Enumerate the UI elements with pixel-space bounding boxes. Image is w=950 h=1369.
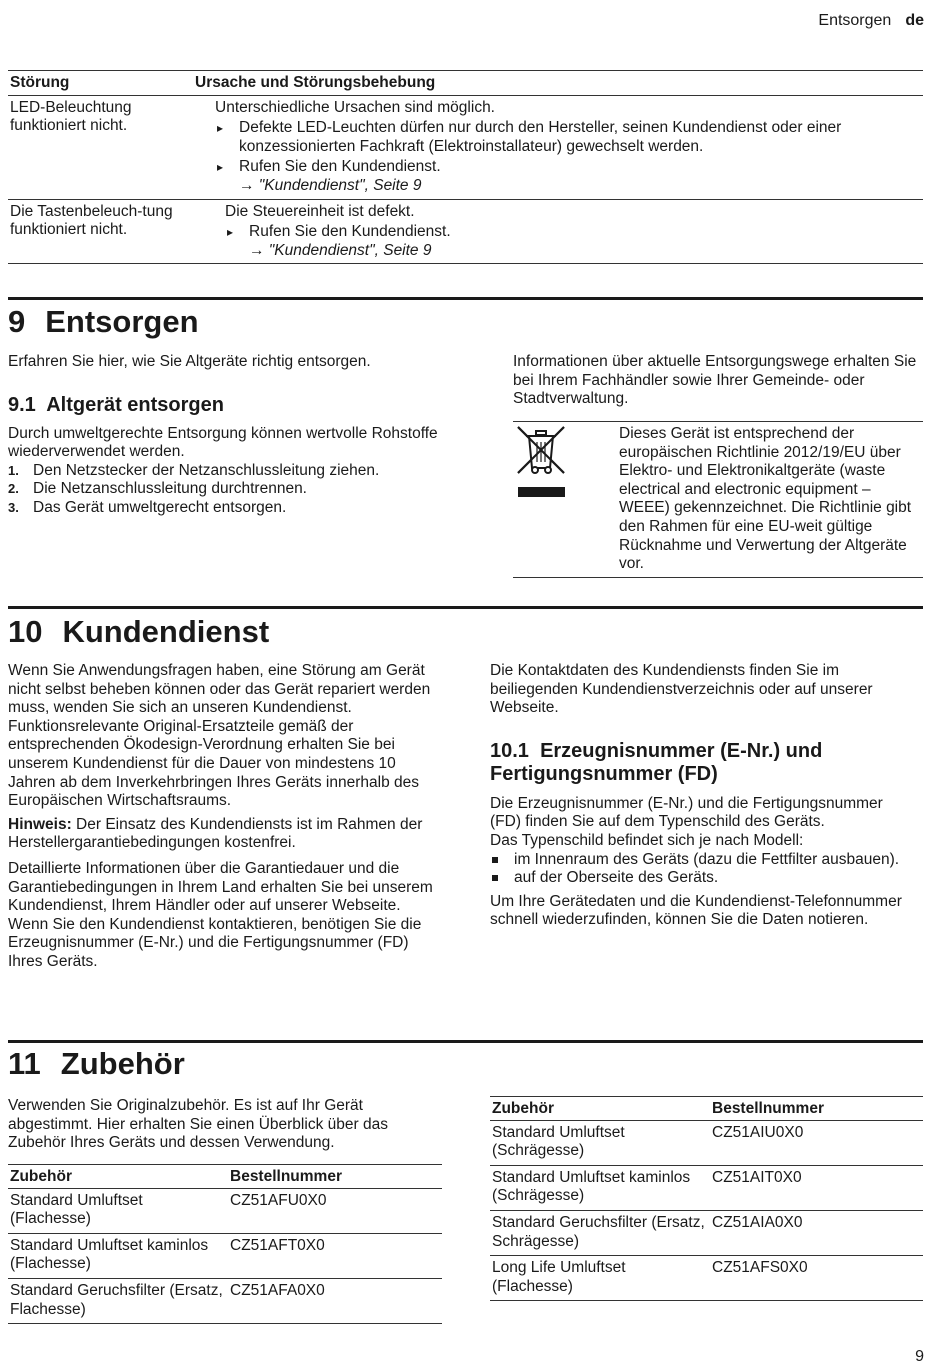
step-text: Die Netzanschlussleitung durchtrennen. (33, 480, 307, 498)
fault-cell: LED-Beleuchtung funktioniert nicht. (10, 98, 132, 135)
accessories-intro: Verwenden Sie Originalzubehör. Es ist auf Ihr Gerät abgestimmt. Hier erhalten Sie einen Überblick über das Zubehör Ihres Geräts und dessen Verwendung. (8, 1097, 388, 1152)
col-header-accessory: Zubehör (490, 1097, 710, 1121)
section-title: Zubehör (60, 1046, 185, 1081)
table-row (490, 1210, 923, 1255)
subsection-10-1-heading (490, 740, 918, 786)
section-rule (8, 297, 923, 300)
accessory-name: Standard Geruchsfilter (Ersatz, Schrägesse) (490, 1210, 710, 1255)
cause-text: Die Steuereinheit ist defekt. (225, 202, 415, 220)
table-row (8, 1188, 442, 1233)
action-step: ▸ Defekte LED-Leuchten dürfen nur durch den Hersteller, seinen Kundendienst oder einer konzessionierten Fachkraft (Elektroinstallateur) gewechselt werden. (215, 119, 923, 156)
table-row (8, 1233, 442, 1278)
contact-text: Wenn Sie den Kundendienst kontaktieren, benötigen Sie die Erzeugnisnummer (E-Nr.) und die Fertigungsnummer (FD) Ihres Geräts. (8, 915, 422, 970)
step-number: 1. (8, 462, 19, 478)
section-10-right (490, 662, 918, 930)
cause-cell (225, 203, 923, 261)
accessory-name: Standard Umluftset kaminlos (Schrägesse) (490, 1165, 710, 1210)
subsection-title: Altgerät entsorgen (46, 393, 224, 416)
contact-data-text: Die Kontaktdaten des Kundendiensts finden Sie im beiliegenden Kundendienstverzeichnis oder auf unserer Webseite. (490, 662, 873, 717)
list-item: auf der Oberseite des Geräts. (490, 869, 918, 888)
page-number: 9 (915, 1348, 924, 1365)
section-11-heading (8, 1046, 185, 1082)
fault-table (8, 70, 923, 264)
section-title: Entsorgen (45, 304, 199, 339)
header-section: Entsorgen (818, 12, 892, 29)
order-number: CZ51AFA0X0 (228, 1278, 442, 1323)
crossed-bin-icon (515, 424, 567, 500)
section-rule (8, 606, 923, 609)
table-row (490, 1120, 923, 1165)
action-step: ▸ Rufen Sie den Kundendienst. (215, 158, 923, 177)
section-10-heading (8, 614, 269, 650)
step-text: Den Netzstecker der Netzanschlussleitung ziehen. (33, 461, 380, 479)
subsection-number: 10.1 (490, 739, 529, 762)
col-header-order-number: Bestellnummer (710, 1097, 923, 1121)
cause-cell (215, 99, 923, 196)
table-row (490, 1165, 923, 1210)
section-rule (8, 1040, 923, 1043)
table-header-row (8, 1165, 442, 1189)
section-number: 9 (8, 304, 26, 339)
accessory-name: Standard Umluftset (Flachesse) (8, 1188, 228, 1233)
accessory-name: Standard Umluftset kaminlos (Flachesse) (8, 1233, 228, 1278)
page-reference: → "Kundendienst", Seite 9 (239, 176, 422, 194)
fault-table-header (8, 70, 923, 96)
order-number: CZ51AIA0X0 (710, 1210, 923, 1255)
running-header (818, 12, 924, 31)
disposal-info-text: Informationen über aktuelle Entsorgungswege erhalten Sie bei Ihrem Fachhändler sowie Ihrer Gemeinde- oder Stadtverwaltung. (513, 353, 917, 408)
section-10-left (8, 662, 440, 972)
list-item: im Innenraum des Geräts (dazu die Fettfilter ausbauen). (490, 851, 918, 870)
fault-row (8, 96, 923, 200)
header-lang: de (905, 12, 924, 29)
col-header-accessory: Zubehör (8, 1165, 228, 1189)
step-number: 2. (8, 481, 19, 497)
enr-text: Die Erzeugnisnummer (E-Nr.) und die Fertigungsnummer (FD) finden Sie auf dem Typenschild des Geräts. (490, 794, 883, 831)
spare-parts-text: Funktionsrelevante Original-Ersatzteile gemäß der entsprechenden Ökodesign-Verordnung erhalten Sie bei unserem Kundendienst für die Dauer von mindestens 10 Jahren ab dem Inverkehrbringen Ihres Geräts innerhalb des Europäischen Wirtschaftsraums. (8, 717, 419, 810)
section-9-left (8, 353, 448, 518)
weee-text: Dieses Gerät ist entsprechend der europäischen Richtlinie 2012/19/EU über Elektro- und Elektronikaltgeräte (waste electrical and electronic equipment – WEEE) gekennzeichnet. Die Richtlinie gibt den Rahmen für eine EU-weit gültige Rücknahme und Verwertung der Altgeräte vor. (619, 425, 912, 573)
fault-cell: Die Tastenbeleuch-tung funktioniert nicht. (10, 202, 173, 239)
order-number: CZ51AFU0X0 (228, 1188, 442, 1233)
subsection-number: 9.1 (8, 393, 36, 416)
accessory-name: Standard Umluftset (Schrägesse) (490, 1120, 710, 1165)
step-item (8, 462, 448, 481)
service-text: Wenn Sie Anwendungsfragen haben, eine Störung am Gerät nicht selbst beheben können oder das Gerät repariert werden muss, wenden Sie sich an unseren Kundendienst. (8, 662, 431, 717)
accessories-table-left (8, 1164, 442, 1324)
step-item (8, 499, 448, 518)
step-item (8, 480, 448, 499)
action-step: ▸ Rufen Sie den Kundendienst. (225, 223, 923, 242)
note-text (8, 816, 440, 853)
order-number: CZ51AFT0X0 (228, 1233, 442, 1278)
section-9-heading (8, 304, 199, 340)
page-reference: → "Kundendienst", Seite 9 (249, 241, 432, 259)
order-number: CZ51AIT0X0 (710, 1165, 923, 1210)
col-header-fault: Störung (10, 74, 70, 91)
order-number: CZ51AFS0X0 (710, 1256, 923, 1301)
intro-text: Erfahren Sie hier, wie Sie Altgeräte richtig entsorgen. (8, 353, 371, 370)
section-number: 10 (8, 614, 43, 649)
weee-box (513, 421, 923, 578)
table-row (8, 1278, 442, 1323)
subsection-9-1-heading (8, 394, 448, 417)
section-number: 11 (8, 1046, 41, 1081)
step-text: Das Gerät umweltgerecht entsorgen. (33, 498, 287, 516)
notes-text: Um Ihre Gerätedaten und die Kundendienst-Telefonnummer schnell wiederzufinden, können Sie die Daten notieren. (490, 892, 902, 929)
note-label: Hinweis: (8, 815, 72, 833)
warranty-text: Detaillierte Informationen über die Garantiedauer und die Garantiebedingungen in Ihrem Land erhalten Sie bei unserem Kundendienst, Ihrem Händler oder auf unserer Webseite. (8, 859, 433, 915)
order-number: CZ51AIU0X0 (710, 1120, 923, 1165)
table-header-row (490, 1097, 923, 1121)
note-body: Der Einsatz des Kundendiensts ist im Rahmen der Herstellergarantiebedingungen kostenfrei. (8, 815, 423, 852)
disposal-text: Durch umweltgerechte Entsorgung können wertvolle Rohstoffe wiederverwendet werden. (8, 424, 438, 461)
section-title: Kundendienst (62, 614, 270, 649)
cause-text: Unterschiedliche Ursachen sind möglich. (215, 98, 495, 116)
accessory-name: Long Life Umluftset (Flachesse) (490, 1256, 710, 1301)
rating-plate-text: Das Typenschild befindet sich je nach Modell: (490, 831, 804, 849)
table-row (490, 1256, 923, 1301)
subsection-title: Erzeugnisnummer (E-Nr.) und Fertigungsnummer (FD) (490, 739, 823, 785)
col-header-order-number: Bestellnummer (228, 1165, 442, 1189)
col-header-cause: Ursache und Störungsbehebung (195, 74, 436, 91)
accessory-name: Standard Geruchsfilter (Ersatz, Flachesse) (8, 1278, 228, 1323)
fault-row (8, 200, 923, 265)
step-number: 3. (8, 499, 19, 515)
accessories-table-right (490, 1096, 923, 1301)
